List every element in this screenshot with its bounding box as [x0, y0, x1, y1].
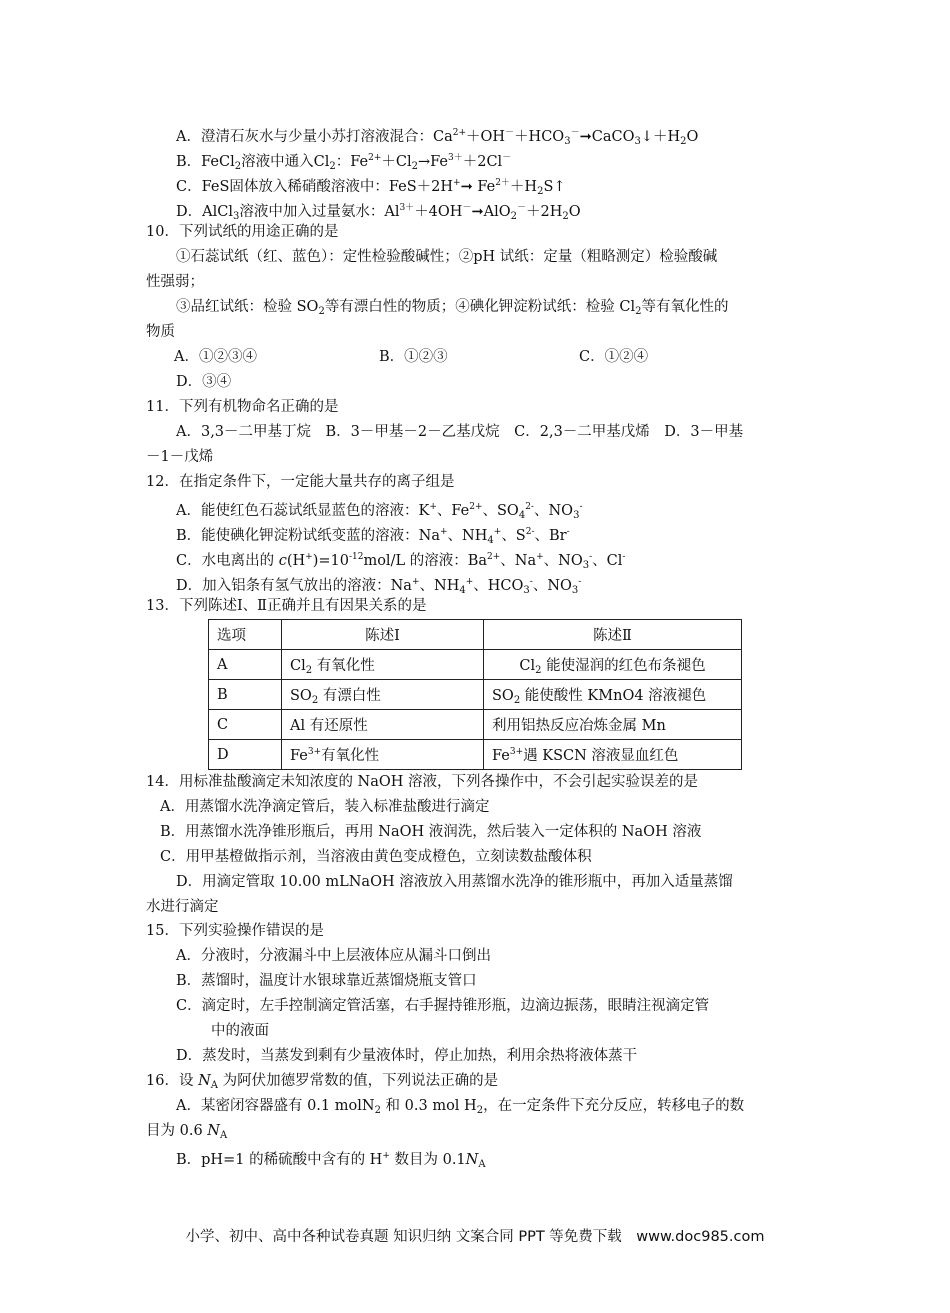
sub: 2	[318, 306, 325, 317]
q14-option-d-line-1: D．用滴定管取 10.00 mLNaOH 溶液放入用蒸馏水洗净的锥形瓶中，再加入适量蒸馏	[176, 874, 733, 890]
text: SO	[492, 687, 514, 704]
text: ＋2Cl	[462, 154, 503, 170]
table-cell	[282, 740, 484, 770]
text: ＋Cl	[381, 154, 412, 170]
text: SO	[290, 687, 312, 704]
q14-option-c: C．用甲基橙做指示剂，当溶液由黄色变成橙色，立刻读数盐酸体积	[160, 849, 592, 865]
q13-stem: 13．下列陈述Ⅰ、Ⅱ正确并且有因果关系的是	[146, 598, 427, 614]
sub: 2	[311, 694, 319, 706]
q15-option-c-line-1: C．滴定时，左手控制滴定管活塞，右手握持锥形瓶，边滴边振荡，眼睛注视滴定管	[176, 998, 710, 1014]
text: 、NH	[419, 578, 460, 594]
text: B．FeCl	[176, 154, 235, 170]
sup: +	[429, 502, 437, 512]
text: ③品红试纸：检验 SO	[176, 299, 319, 315]
sup: －	[505, 128, 515, 138]
sup: 2-	[525, 527, 535, 537]
sup: 3+	[307, 747, 322, 757]
table-row	[209, 650, 742, 680]
sup: 2＋	[495, 178, 510, 188]
q10-stem: 10．下列试纸的用途正确的是	[146, 224, 339, 240]
q13-table	[208, 619, 742, 770]
text: 有漂白性	[318, 687, 381, 704]
table-row	[209, 680, 742, 710]
q16-option-b	[176, 1146, 486, 1175]
sub: 2	[680, 136, 687, 147]
text: B．pH=1 的稀硫酸中含有的 H	[176, 1152, 383, 1168]
text: 、HCO	[473, 578, 524, 594]
sub: 3	[571, 585, 579, 596]
q10-option-d: D．③④	[176, 374, 232, 390]
sup: 3+	[509, 747, 524, 757]
text: ＋2H	[526, 204, 563, 220]
sup: －	[517, 203, 527, 213]
text: →Fe	[417, 154, 448, 170]
text: ：Fe	[335, 154, 369, 170]
text: 有氧化性	[321, 748, 380, 764]
text: 等有漂白性的物质；④碘化钾淀粉试纸：检验 Cl	[324, 299, 636, 315]
text: A．能使红色石蕊试纸显蓝色的溶液：K	[176, 503, 430, 519]
table-row	[209, 710, 742, 740]
text: Fe	[492, 748, 510, 764]
text: O	[686, 129, 699, 145]
sup: 2+	[452, 128, 466, 138]
q11-line-1: A．3,3－二甲基丁烷 B．3－甲基－2－乙基戊烷 C．2,3－二甲基戊烯 D．3－甲基	[176, 424, 744, 440]
sup: -12	[348, 552, 364, 562]
sub: 2	[535, 664, 542, 676]
sub: 2	[411, 161, 418, 172]
text: 、NH	[447, 528, 488, 544]
text: 、Fe	[436, 503, 470, 519]
sub: 2	[234, 161, 242, 172]
sub: 2	[329, 161, 336, 172]
text: Cl	[519, 657, 536, 674]
q14-option-b: B．用蒸馏水洗净锥形瓶后，再用 NaOH 液润洗，然后装入一定体积的 NaOH 溶液	[160, 824, 702, 840]
sub: 3	[573, 510, 580, 521]
text: ＋OH	[466, 129, 506, 145]
text: ↓＋H	[640, 129, 681, 145]
text: ＋HCO	[514, 129, 565, 145]
sup: 3＋	[447, 153, 463, 163]
sup: -	[589, 552, 593, 562]
text: ＋H	[509, 179, 538, 195]
sup: 2+	[368, 153, 382, 163]
q16-stem	[146, 1071, 498, 1096]
sub: 2	[374, 1105, 381, 1116]
text: N	[207, 1123, 220, 1139]
q10-option-b: B．①②③	[379, 349, 448, 365]
sup: 2+	[487, 552, 501, 562]
text: 、NO	[543, 553, 583, 569]
q10-option-a: A．①②③④	[174, 349, 257, 365]
sup: －	[462, 203, 472, 213]
sub: 2	[476, 1105, 484, 1116]
text: D．AlCl	[176, 204, 233, 220]
table-cell: A	[209, 650, 282, 680]
text: C．水电离出的	[176, 553, 279, 569]
sup: 3＋	[399, 203, 415, 213]
sup: +	[465, 577, 474, 587]
sub: 2	[513, 694, 521, 706]
table-cell	[484, 650, 742, 680]
sub: 2	[635, 306, 642, 317]
text: 16．设	[146, 1073, 199, 1089]
table-cell: 利用铝热反应冶炼金属 Mn	[484, 710, 742, 740]
text: 、NO	[533, 503, 574, 519]
text: ，在一定条件下充分反应，转移电子的数	[483, 1098, 745, 1114]
sub: 4	[459, 585, 466, 596]
sup: －	[570, 128, 580, 138]
q10-line-4: 物质	[146, 324, 175, 340]
text: ➞CaCO	[579, 129, 635, 145]
sub: 3	[582, 560, 590, 571]
text: 、Br	[534, 528, 567, 544]
text: O	[568, 204, 581, 220]
q11-stem: 11．下列有机物命名正确的是	[146, 399, 339, 415]
text: 为阿伏加德罗常数的值，下列说法正确的是	[217, 1073, 499, 1089]
q14-option-a: A．用蒸馏水洗净滴定管后，装入标准盐酸进行滴定	[160, 799, 490, 815]
table-header-cell: 陈述Ⅰ	[282, 620, 484, 650]
sup: 2-	[525, 502, 534, 512]
text: Fe	[290, 748, 308, 764]
table-cell	[282, 650, 484, 680]
sup: -	[566, 527, 570, 537]
table-header-row	[209, 620, 742, 650]
text: 目为 0.6	[146, 1123, 208, 1139]
sub: A	[210, 1080, 218, 1091]
sup: +	[536, 552, 544, 562]
sup: +	[440, 527, 448, 537]
text: 数目为 0.1	[389, 1152, 466, 1168]
q10-option-c: C．①②④	[579, 349, 649, 365]
sup: +	[411, 577, 420, 587]
text: ➞AlO	[471, 204, 511, 220]
sub: 2	[562, 211, 569, 222]
text: mol/L 的溶液：Ba	[363, 553, 487, 569]
text: 和 0.3 mol H	[380, 1098, 477, 1114]
text: (H	[286, 553, 306, 569]
sup: 2+	[469, 502, 483, 512]
table-cell	[484, 680, 742, 710]
sub: 3	[232, 211, 240, 222]
q15-option-b: B．蒸馏时，温度计水银球靠近蒸馏烧瓶支管口	[176, 973, 477, 989]
table-cell	[282, 680, 484, 710]
text: 、NO	[532, 578, 572, 594]
table-cell: D	[209, 740, 282, 770]
text: A．澄清石灰水与少量小苏打溶液混合：Ca	[176, 129, 453, 145]
q15-option-a: A．分液时，分液漏斗中上层液体应从漏斗口倒出	[176, 948, 491, 964]
text: 能使酸性 KMnO4 溶液褪色	[520, 687, 707, 704]
sub: 2	[537, 186, 544, 197]
q10-line-1: ①石蕊试纸（红、蓝色）：定性检验酸碱性；②pH 试纸：定量（粗略测定）检验酸碱	[176, 249, 718, 265]
text: A．某密闭容器盛有 0.1 molN	[176, 1098, 375, 1114]
table-header-cell: 选项	[209, 620, 282, 650]
sup: +	[382, 1151, 390, 1161]
text: ＋4OH	[414, 204, 463, 220]
text: 、S	[501, 528, 526, 544]
q14-option-d-line-2: 水进行滴定	[146, 899, 219, 915]
text: D．加入铝条有氢气放出的溶液：Na	[176, 578, 412, 594]
text: C．FeS固体放入稀硝酸溶液中：FeS＋2H	[176, 179, 454, 195]
table-row	[209, 740, 742, 770]
q11-line-2: －1－戊烯	[146, 449, 214, 465]
sup: -	[579, 502, 583, 512]
text: )=10	[312, 553, 349, 569]
q10-line-2: 性强弱；	[146, 274, 204, 290]
q16-option-a-line-1	[176, 1096, 744, 1121]
sup: -	[529, 577, 533, 587]
text: 能使湿润的红色布条褪色	[541, 657, 706, 674]
text: 溶液中通入Cl	[241, 154, 330, 170]
text: 、Cl	[592, 553, 623, 569]
text: 、SO	[482, 503, 519, 519]
sup: －	[502, 153, 512, 163]
text: ➞ Fe	[460, 179, 496, 195]
sub: A	[478, 1159, 486, 1170]
text: N	[465, 1152, 479, 1168]
table-cell	[484, 740, 742, 770]
sub: 2	[305, 664, 313, 676]
text: N	[198, 1073, 211, 1089]
sub: 3	[523, 585, 530, 596]
text: 有氧化性	[312, 657, 375, 674]
sup: -	[578, 577, 582, 587]
q15-stem: 15．下列实验操作错误的是	[146, 923, 324, 939]
table-cell: C	[209, 710, 282, 740]
sup: +	[305, 552, 313, 562]
sub: 4	[518, 510, 526, 521]
sub: 3	[634, 136, 641, 147]
q16-option-a-line-2	[146, 1121, 227, 1146]
text: 遇 KSCN 溶液显血红色	[523, 748, 679, 764]
text: Cl	[290, 657, 306, 674]
q15-option-d: D．蒸发时，当蒸发到剩有少量液体时，停止加热，利用余热将液体蒸干	[176, 1048, 638, 1064]
q14-stem: 14．用标准盐酸滴定未知浓度的 NaOH 溶液，下列各操作中，不会引起实验误差的是	[146, 774, 699, 790]
text: 溶液中加入过量氨水：Al	[239, 204, 400, 220]
footer-text: 小学、初中、高中各种试卷真题 知识归纳 文案合同 PPT 等免费下载 www.doc985.com	[185, 1229, 765, 1245]
sub: A	[219, 1130, 228, 1141]
q15-option-c-line-2: 中的液面	[211, 1023, 269, 1039]
text: S↑	[543, 179, 566, 195]
sup: +	[493, 527, 502, 537]
sup: +	[453, 178, 461, 188]
sup: -	[622, 552, 626, 562]
sub: 3	[564, 136, 571, 147]
text: 等有氧化性的	[641, 299, 729, 315]
sub: 2	[510, 211, 517, 222]
q10-line-3	[176, 297, 729, 322]
table-header-cell: 陈述Ⅱ	[484, 620, 742, 650]
text: B．能使碘化钾淀粉试纸变蓝的溶液：Na	[176, 528, 440, 544]
text: 、Na	[500, 553, 537, 569]
text: c	[278, 553, 287, 569]
q12-stem: 12．在指定条件下，一定能大量共存的离子组是	[146, 474, 455, 490]
sub: 4	[487, 535, 494, 546]
table-cell: Al 有还原性	[282, 710, 484, 740]
table-cell: B	[209, 680, 282, 710]
